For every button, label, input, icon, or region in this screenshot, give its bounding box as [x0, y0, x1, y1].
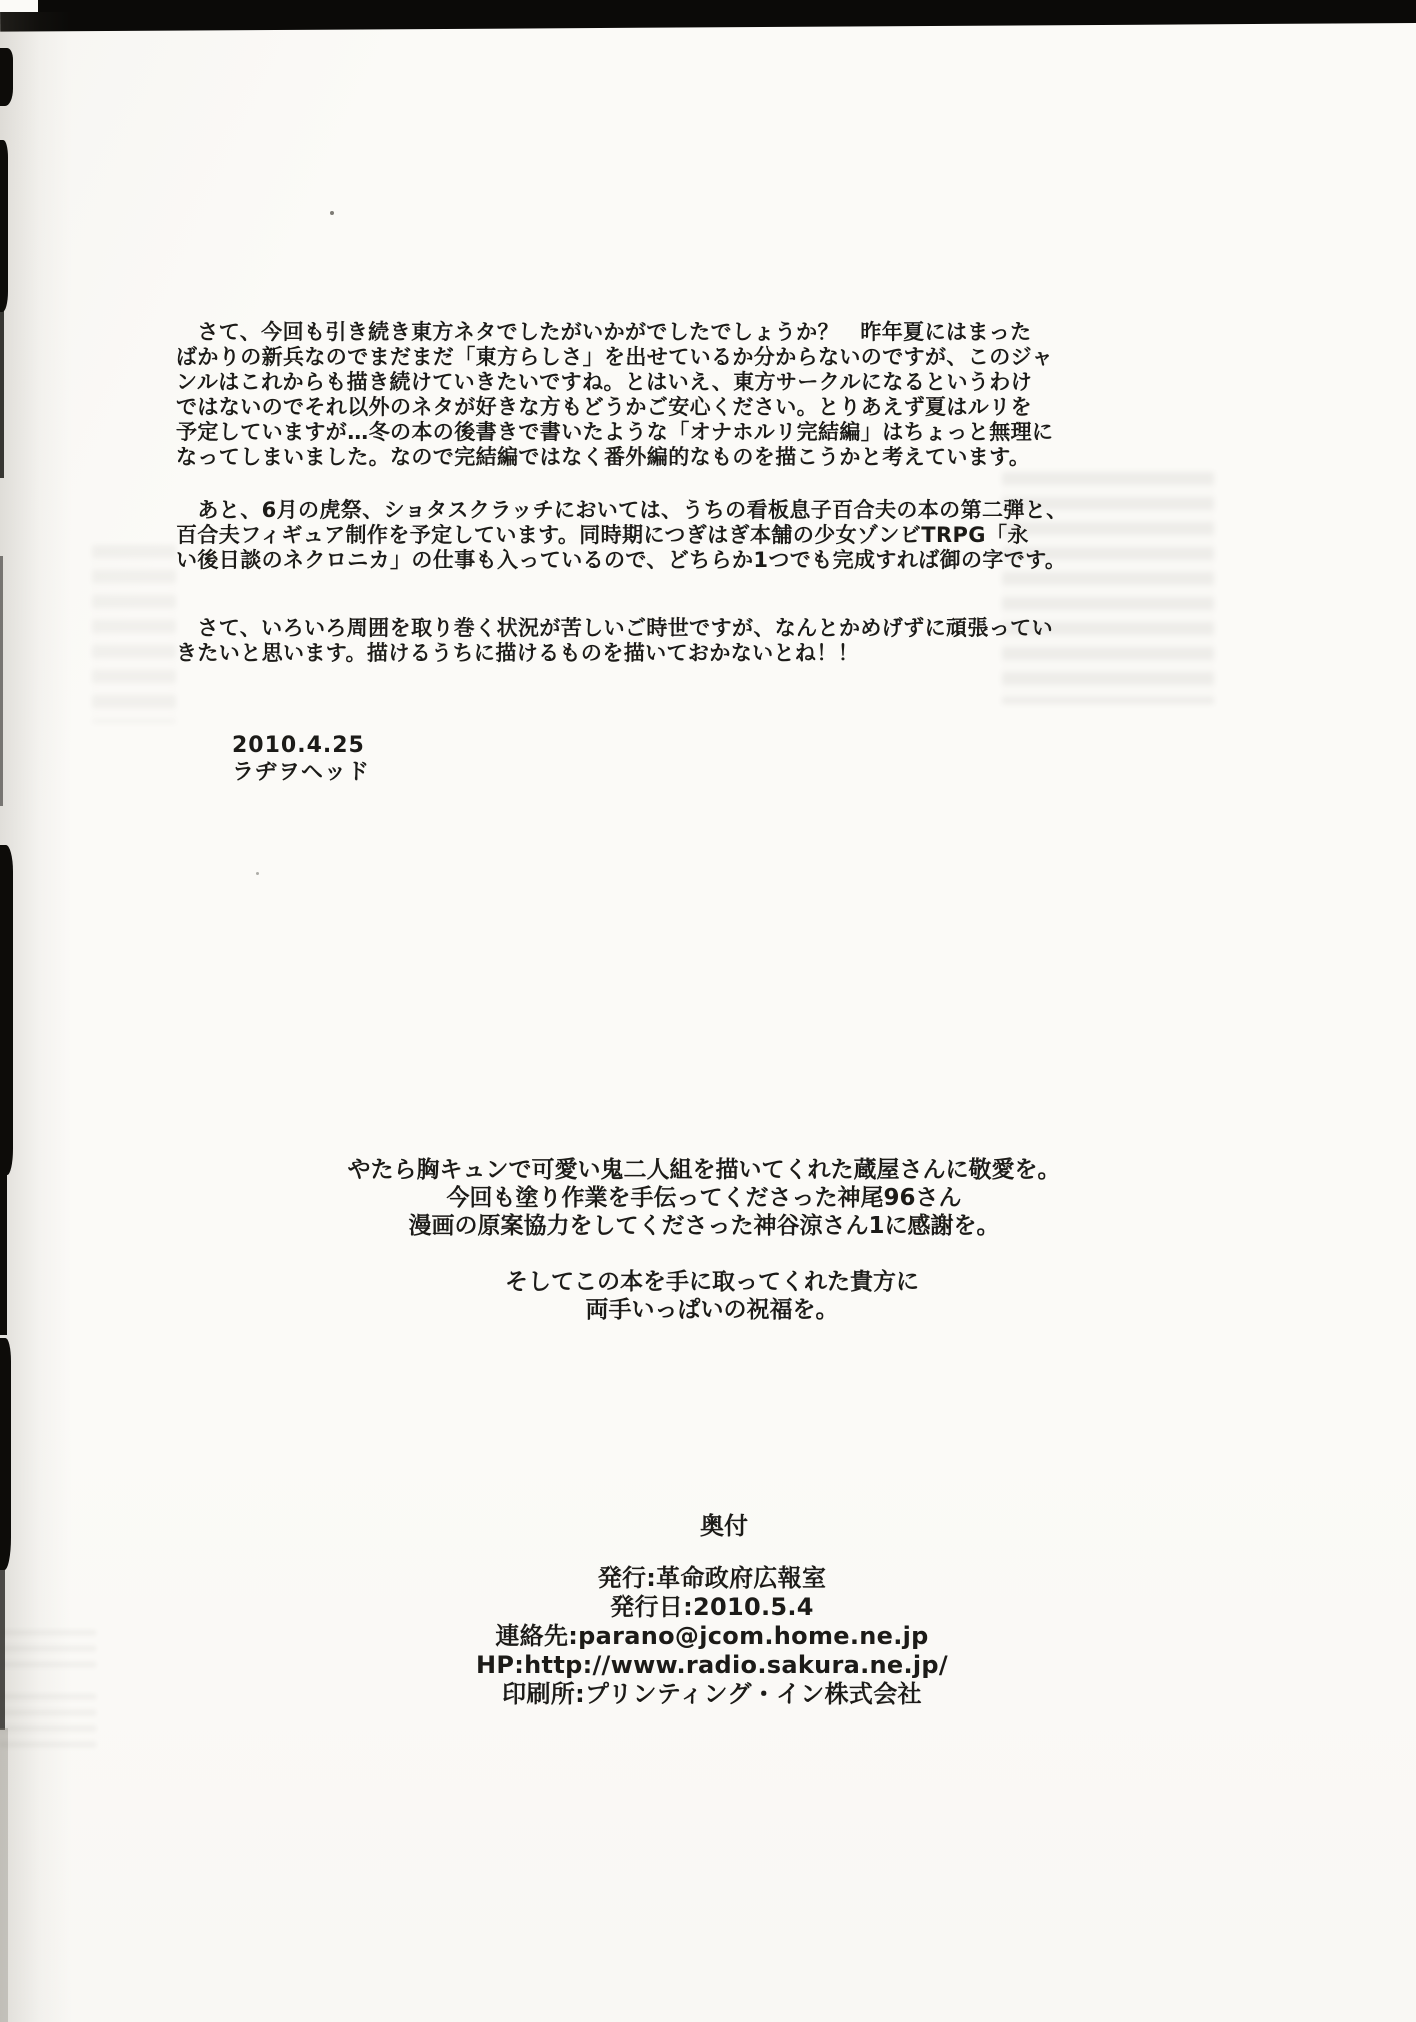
ink-speck	[256, 872, 259, 875]
page-bleedthrough	[92, 545, 176, 723]
afterword-line: ばかりの新兵なのでまだまだ「東方らしさ」を出せているか分からないのですが、このジャ	[176, 345, 1053, 369]
date-signature-block	[232, 732, 370, 786]
thanks-line: 漫画の原案協力をしてくださった神谷涼さん1に感謝を。	[408, 1213, 1000, 1239]
reader-blessing-block	[4, 1268, 1416, 1324]
afterword-line: 百合夫フィギュア制作を予定しています。同時期につぎはぎ本舗の少女ゾンビTRPG「永	[176, 523, 1029, 547]
scan-top-edge	[0, 0, 1416, 32]
colophon-printer: 印刷所:プリンティング・イン株式会社	[502, 1680, 922, 1708]
scan-left-edge-blob	[0, 140, 8, 312]
colophon-homepage: HP:http://www.radio.sakura.ne.jp/	[476, 1651, 948, 1679]
scan-left-edge-blob	[0, 306, 4, 478]
thanks-block	[0, 1156, 1412, 1240]
afterword-line: さて、いろいろ周囲を取り巻く状況が苦しいご時世ですが、なんとかめげずに頑張ってい	[176, 616, 1053, 640]
afterword-paragraph-3	[176, 616, 1053, 666]
afterword-line: ではないのでそれ以外のネタが好きな方もどうかご安心ください。とりあえず夏はルリを	[176, 395, 1032, 419]
afterword-date: 2010.4.25	[232, 733, 365, 758]
thanks-line: そしてこの本を手に取ってくれた貴方に	[505, 1269, 919, 1295]
colophon-title: 奥付	[700, 1512, 748, 1540]
thanks-line: 今回も塗り作業を手伝ってくださった神尾96さん	[446, 1185, 962, 1211]
thanks-line: やたら胸キュンで可愛い鬼二人組を描いてくれた蔵屋さんに敬愛を。	[347, 1157, 1061, 1183]
afterword-line: 予定していますが…冬の本の後書きで書いたような「オナホルリ完結編」はちょっと無理に	[176, 420, 1054, 444]
afterword-paragraph-1	[176, 320, 1054, 470]
scan-left-edge-blob	[0, 1338, 11, 1570]
scan-corner-notch	[0, 0, 38, 12]
author-signature: ラヂヲヘッド	[232, 760, 371, 785]
thanks-line: 両手いっぱいの祝福を。	[585, 1297, 839, 1323]
afterword-line: ンルはこれからも描き続けていきたいですね。とはいえ、東方サークルになるというわけ	[176, 370, 1033, 394]
afterword-line: さて、今回も引き続き東方ネタでしたがいかがでしたでしょうか？ 昨年夏にはまった	[176, 320, 1032, 344]
afterword-line: きたいと思います。描けるうちに描けるものを描いておかないとね！！	[176, 641, 860, 665]
ink-speck	[330, 211, 334, 215]
colophon-block	[4, 1564, 1416, 1709]
afterword-line: い後日談のネクロニカ」の仕事も入っているので、どちらか1つでも完成すれば御の字です。	[176, 548, 1067, 572]
scan-left-edge-blob	[0, 48, 13, 106]
colophon-publish-date: 発行日:2010.5.4	[610, 1593, 814, 1621]
afterword-line: なってしまいました。なので完結編ではなく番外編的なものを描こうかと考えています。	[176, 445, 1031, 469]
colophon-publisher: 発行:革命政府広報室	[597, 1564, 827, 1592]
afterword-line: あと、6月の虎祭、ショタスクラッチにおいては、うちの看板息子百合夫の本の第二弾と、	[176, 498, 1068, 522]
scan-left-edge-blob	[0, 1728, 8, 2022]
scan-left-edge-blob	[0, 845, 13, 1175]
colophon-contact-email: 連絡先:parano@jcom.home.ne.jp	[495, 1622, 929, 1650]
scan-left-edge-blob	[0, 556, 3, 806]
afterword-paragraph-2	[176, 498, 1068, 573]
